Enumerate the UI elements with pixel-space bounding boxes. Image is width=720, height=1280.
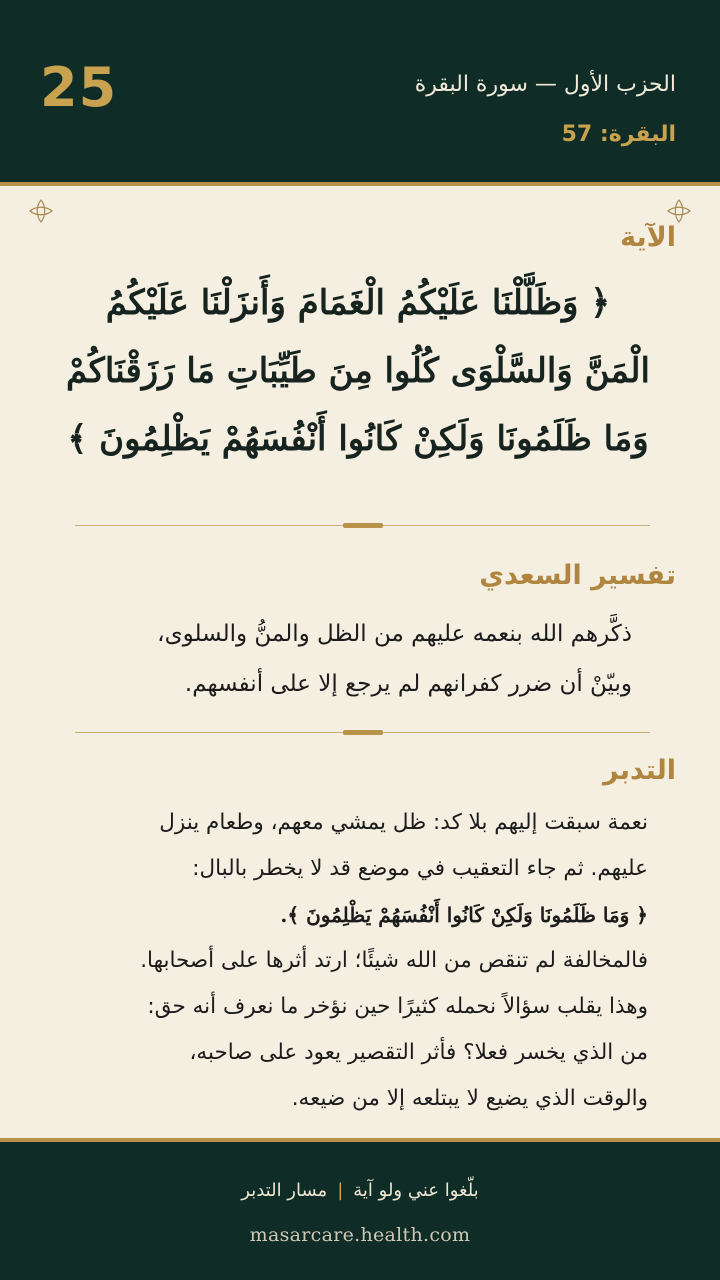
tadabbur-section <box>40 755 676 1122</box>
page-number: 25 <box>40 56 118 119</box>
tadabbur-line: وهذا يقلب سؤالاً نحمله كثيرًا حين نؤخر ما نعرف أنه حق: <box>147 994 648 1019</box>
ayah-text <box>40 269 676 473</box>
tafsir-line: ذكَّرهم الله بنعمه عليهم من الظل والمنُّ والسلوى، <box>157 621 632 647</box>
tadabbur-quote-line: ﴿ وَمَا ظَلَمُونَا وَلَكِنْ كَانُوا أَنْفُسَهُمْ يَظْلِمُونَ ﴾. <box>280 903 648 927</box>
footer-bar <box>0 1138 720 1280</box>
tadabbur-line: والوقت الذي يضيع لا يبتلعه إلا من ضيعه. <box>291 1086 648 1111</box>
tadabbur-title: التدبر <box>603 755 676 786</box>
ayah-reference: البقرة: 57 <box>561 122 676 147</box>
tafsir-section <box>40 560 676 709</box>
tafsir-line: وبيّنْ أن ضرر كفرانهم لم يرجع إلا على أنفسهم. <box>184 671 632 697</box>
tadabbur-text <box>90 800 648 1122</box>
ayah-line: وَمَا ظَلَمُونَا وَلَكِنْ كَانُوا أَنْفُسَهُمْ يَظْلِمُونَ ﴾ <box>67 419 649 459</box>
footer-slogan: بلّغوا عني ولو آية <box>353 1180 479 1201</box>
tadabbur-line: نعمة سبقت إليهم بلا كد: ظل يمشي معهم، وطعام ينزل <box>159 810 648 835</box>
footer-brand: مسار التدبر <box>241 1180 328 1201</box>
footer-url: masarcare.health.com <box>249 1224 471 1246</box>
section-divider <box>75 732 650 733</box>
hizb-surah-label: الحزب الأول — سورة البقرة <box>414 72 676 97</box>
ayah-section <box>40 222 676 473</box>
header-bar <box>0 0 720 186</box>
footer-separator: | <box>337 1180 344 1201</box>
tafsir-title: تفسير السعدي <box>479 560 676 591</box>
ayah-title: الآية <box>620 222 676 253</box>
tadabbur-line: من الذي يخسر فعلا؟ فأثر التقصير يعود على صاحبه، <box>189 1040 648 1065</box>
tafsir-text <box>40 609 632 709</box>
footer-tagline <box>0 1180 720 1201</box>
tadabbur-line: عليهم. ثم جاء التعقيب في موضع قد لا يخطر بالبال: <box>192 856 648 881</box>
section-divider <box>75 525 650 526</box>
tadabbur-line: فالمخالفة لم تنقص من الله شيئًا؛ ارتد أثرها على أصحابها. <box>140 948 648 973</box>
ayah-line: ﴿ وَظَلَّلْنَا عَلَيْكُمُ الْغَمَامَ وَأَنزَلْنَا عَلَيْكُمُ <box>105 283 611 323</box>
ayah-line: الْمَنَّ وَالسَّلْوَى كُلُوا مِنَ طَيِّبَاتِ مَا رَزَقْنَاكُمْ <box>66 351 650 391</box>
